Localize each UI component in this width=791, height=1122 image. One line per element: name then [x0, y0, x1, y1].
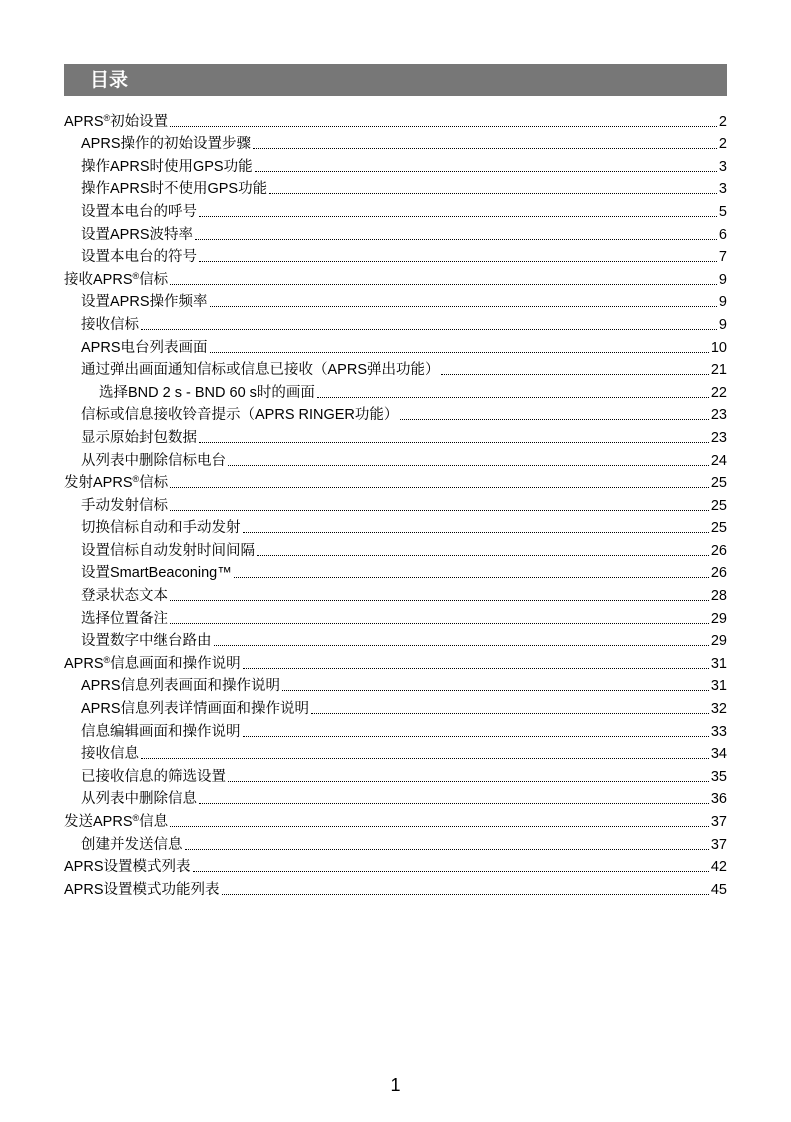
dot-leader [317, 397, 709, 398]
toc-entry-title-text: APRS操作的初始设置步骤 [81, 136, 251, 153]
toc-entry-title [81, 610, 168, 628]
toc-entry[interactable] [64, 537, 727, 560]
toc-entry-title-text: 登录状态文本 [81, 588, 168, 605]
toc-entry-title [81, 339, 208, 357]
toc-entry-title-text: 接收信标 [81, 316, 139, 333]
toc-entry[interactable] [64, 854, 727, 877]
toc-entry-title [81, 768, 226, 786]
toc-entry-title [81, 452, 226, 470]
toc-entry-page: 9 [718, 271, 727, 288]
toc-entry-title [81, 677, 280, 695]
toc-entry[interactable] [64, 628, 727, 651]
dot-leader [199, 442, 709, 443]
registered-mark: ® [132, 270, 140, 281]
toc-entry-page: 6 [718, 226, 727, 243]
toc-entry[interactable] [64, 447, 727, 470]
toc-entry-title-text: 设置信标自动发射时间间隔 [81, 542, 255, 559]
toc-entry[interactable] [64, 334, 727, 357]
toc-entry[interactable] [64, 153, 727, 176]
toc-entry-page: 31 [710, 655, 727, 672]
dot-leader [311, 713, 709, 714]
toc-entry-title [81, 226, 193, 244]
toc-entry-title [81, 135, 251, 153]
toc-entry-page: 23 [710, 429, 727, 446]
toc-entry-title-text: 切换信标自动和手动发射 [81, 520, 241, 537]
dot-leader [243, 736, 709, 737]
dot-leader [210, 352, 709, 353]
toc-entry[interactable] [64, 515, 727, 538]
toc-entry[interactable] [64, 492, 727, 515]
dot-leader [185, 849, 709, 850]
toc-entry-page: 32 [710, 701, 727, 718]
toc-entry-title-text: APRS设置模式功能列表 [64, 881, 220, 898]
dot-leader [214, 645, 709, 646]
toc-entry-title [81, 406, 398, 424]
dot-leader [170, 284, 717, 285]
dot-leader [193, 871, 709, 872]
toc-entry-title-text: 从列表中删除信息 [81, 791, 197, 808]
toc-entry-title [81, 293, 208, 311]
dot-leader [170, 600, 709, 601]
dot-leader [199, 261, 717, 262]
toc-entry-page: 33 [710, 723, 727, 740]
dot-leader [222, 894, 709, 895]
dot-leader [195, 239, 717, 240]
toc-entry-title-suffix: 信息 [139, 814, 169, 830]
toc-entry-title [81, 700, 309, 718]
toc-entry-page: 23 [710, 407, 727, 424]
toc-entry-title-text: 选择位置备注 [81, 610, 168, 627]
dot-leader [141, 329, 717, 330]
toc-entry[interactable] [64, 424, 727, 447]
toc-entry-page: 45 [710, 881, 727, 898]
dot-leader [243, 668, 709, 669]
toc-entry-title-text: 设置APRS操作频率 [81, 294, 208, 311]
dot-leader [228, 465, 709, 466]
dot-leader [228, 781, 709, 782]
toc-entry-page: 37 [710, 814, 727, 830]
toc-entry-title-text: 信标或信息接收铃音提示（APRS RINGER功能） [81, 407, 399, 424]
toc-entry-page: 7 [718, 249, 727, 266]
dot-leader [269, 193, 717, 194]
toc-entry-title [81, 316, 139, 334]
toc-entry-page: 5 [718, 203, 727, 220]
toc-entry-title-text: 选择BND 2 s - BND 60 s时的画面 [99, 384, 315, 401]
dot-leader [255, 171, 717, 172]
toc-entry-page: 25 [710, 520, 727, 537]
toc-entry-title-text: 接收信息 [81, 746, 139, 763]
toc-entry-title [81, 632, 212, 650]
toc-entry[interactable] [64, 876, 727, 899]
toc-entry-title-suffix: 初始设置 [110, 113, 169, 130]
toc-entry-title-suffix: 信标 [139, 271, 169, 288]
registered-mark: ® [103, 654, 111, 665]
toc-entry-title [81, 587, 168, 605]
toc-entry[interactable] [64, 470, 727, 493]
toc-entry-title [81, 836, 183, 854]
toc-entry[interactable] [64, 266, 727, 289]
toc-entry[interactable] [64, 198, 727, 221]
toc-entry-page: 9 [718, 294, 727, 311]
toc-entry[interactable] [64, 695, 727, 718]
toc-entry-page: 3 [718, 158, 727, 175]
toc-entry[interactable] [64, 650, 727, 673]
toc-entry-title-text: APRS设置模式列表 [64, 859, 191, 876]
toc-entry-title-text: 信息编辑画面和操作说明 [81, 723, 241, 740]
toc-entry-title-suffix: 信息画面和操作说明 [110, 655, 241, 672]
toc-entry-title [64, 881, 220, 899]
toc-entry[interactable] [64, 741, 727, 764]
toc-entry-title [81, 180, 267, 198]
toc-entry-title [81, 158, 253, 176]
toc-entry-page: 35 [710, 768, 727, 785]
toc-entry-title [81, 361, 439, 379]
toc-entry-title [81, 248, 197, 266]
dot-leader [199, 216, 717, 217]
toc-entry-title [81, 790, 197, 808]
toc-entry-title [81, 203, 197, 221]
toc-entry[interactable] [64, 786, 727, 809]
toc-entry-page: 26 [710, 565, 727, 582]
toc-entry-title-text: APRS [64, 113, 104, 130]
toc-entry[interactable] [64, 289, 727, 312]
toc-entry-title-text: 设置APRS波特率 [81, 226, 193, 243]
toc-entry-title-text: 设置SmartBeaconing™ [81, 565, 232, 582]
toc-entry[interactable] [64, 357, 727, 380]
toc-entry[interactable] [64, 221, 727, 244]
toc-entry-title-text: 操作APRS时不使用GPS功能 [81, 181, 268, 198]
toc-entry-title-text: 已接收信息的筛选设置 [81, 768, 226, 785]
dot-leader [257, 555, 709, 556]
toc-entry-title-text: 设置本电台的符号 [81, 249, 197, 266]
toc-entry-title [81, 723, 241, 741]
toc-entry-page: 21 [710, 362, 727, 379]
toc-entry-page: 22 [710, 384, 727, 401]
dot-leader [441, 374, 708, 375]
dot-leader [234, 577, 709, 578]
toc-entry-page: 2 [718, 113, 727, 130]
toc-entry-title [81, 429, 197, 447]
toc-entry-title [64, 655, 241, 673]
toc-entry-title-suffix: 信标 [139, 475, 169, 492]
dot-leader [170, 126, 717, 127]
toc-entry-page: 42 [710, 859, 727, 876]
toc-entry[interactable] [64, 582, 727, 605]
toc-entry[interactable] [64, 176, 727, 199]
toc-entry-title-text: 设置本电台的呼号 [81, 203, 197, 220]
toc-entry[interactable] [64, 673, 727, 696]
registered-mark: ® [103, 112, 111, 123]
dot-leader [170, 826, 709, 827]
registered-mark: ® [132, 813, 140, 823]
toc-entry[interactable] [64, 244, 727, 267]
toc-entry[interactable] [64, 718, 727, 741]
toc-entry-page: 25 [710, 475, 727, 492]
toc-entry-title [99, 384, 315, 402]
toc-entry-page: 25 [710, 497, 727, 514]
toc-entry-page: 29 [710, 633, 727, 650]
toc-entry-page: 28 [710, 588, 727, 605]
dot-leader [400, 419, 708, 420]
toc-entry-title [81, 497, 168, 515]
toc-entry-title-text: 设置数字中继台路由 [81, 633, 212, 650]
dot-leader [170, 487, 709, 488]
toc-entry-title-text: 显示原始封包数据 [81, 429, 197, 446]
dot-leader [253, 148, 717, 149]
toc-entry-page: 26 [710, 542, 727, 559]
toc-entry-title [81, 542, 255, 560]
toc-entry[interactable] [64, 131, 727, 154]
toc-entry-title-text: APRS信息列表画面和操作说明 [81, 678, 280, 695]
toc-entry-title [64, 271, 168, 289]
toc-entry-title-text: 操作APRS时使用GPS功能 [81, 158, 253, 175]
toc-entry-page: 34 [710, 746, 727, 763]
dot-leader [243, 532, 709, 533]
toc-entry-page: 10 [710, 339, 727, 356]
toc-entry-page: 9 [718, 316, 727, 333]
dot-leader [170, 510, 709, 511]
toc-entry-page: 29 [710, 610, 727, 627]
toc-entry-title-text: APRS电台列表画面 [81, 339, 208, 356]
page-number: 1 [390, 1075, 401, 1095]
dot-leader [141, 758, 709, 759]
toc-entry-title [64, 113, 168, 131]
toc-entry-title-text: APRS [64, 655, 104, 672]
toc-entry[interactable] [64, 402, 727, 425]
toc-entry-title-text: 发射APRS [64, 475, 133, 492]
toc-entry[interactable] [64, 560, 727, 583]
toc-entry[interactable] [64, 808, 727, 831]
toc-entry-title-text: 接收APRS [64, 271, 133, 288]
dot-leader [199, 803, 709, 804]
toc-entry-title [64, 858, 191, 876]
toc-entry-page: 37 [710, 836, 727, 853]
dot-leader [170, 623, 709, 624]
toc-entry-title-text: 发送APRS [64, 814, 133, 830]
toc-entry-title-text: 通过弹出画面通知信标或信息已接收（APRS弹出功能） [81, 362, 440, 379]
toc-header-bar [64, 64, 727, 96]
toc-entry-title-text: APRS信息列表详情画面和操作说明 [81, 701, 309, 718]
toc-entry-page: 2 [718, 136, 727, 153]
toc-entry-page: 36 [710, 791, 727, 808]
toc-entry[interactable] [64, 379, 727, 402]
toc-entry[interactable] [64, 831, 727, 854]
dot-leader [210, 306, 717, 307]
dot-leader [282, 690, 709, 691]
toc-entry[interactable] [64, 605, 727, 628]
page-title: 目录 [90, 69, 129, 91]
toc-entry-page: 3 [718, 181, 727, 198]
registered-mark: ® [132, 474, 140, 485]
toc-entry-title [64, 813, 168, 831]
toc-entry-title-text: 手动发射信标 [81, 497, 168, 514]
toc-entry-title [81, 564, 232, 582]
toc-entry-title-text: 创建并发送信息 [81, 836, 183, 853]
toc-entry[interactable] [64, 763, 727, 786]
toc-entry-title [81, 519, 241, 537]
table-of-contents [64, 108, 727, 899]
toc-entry[interactable] [64, 108, 727, 131]
toc-entry-page: 31 [710, 678, 727, 695]
toc-entry-page: 24 [710, 452, 727, 469]
toc-entry-title-text: 从列表中删除信标电台 [81, 452, 226, 469]
toc-entry[interactable] [64, 311, 727, 334]
toc-entry-title [64, 474, 168, 492]
toc-entry-title [81, 745, 139, 763]
